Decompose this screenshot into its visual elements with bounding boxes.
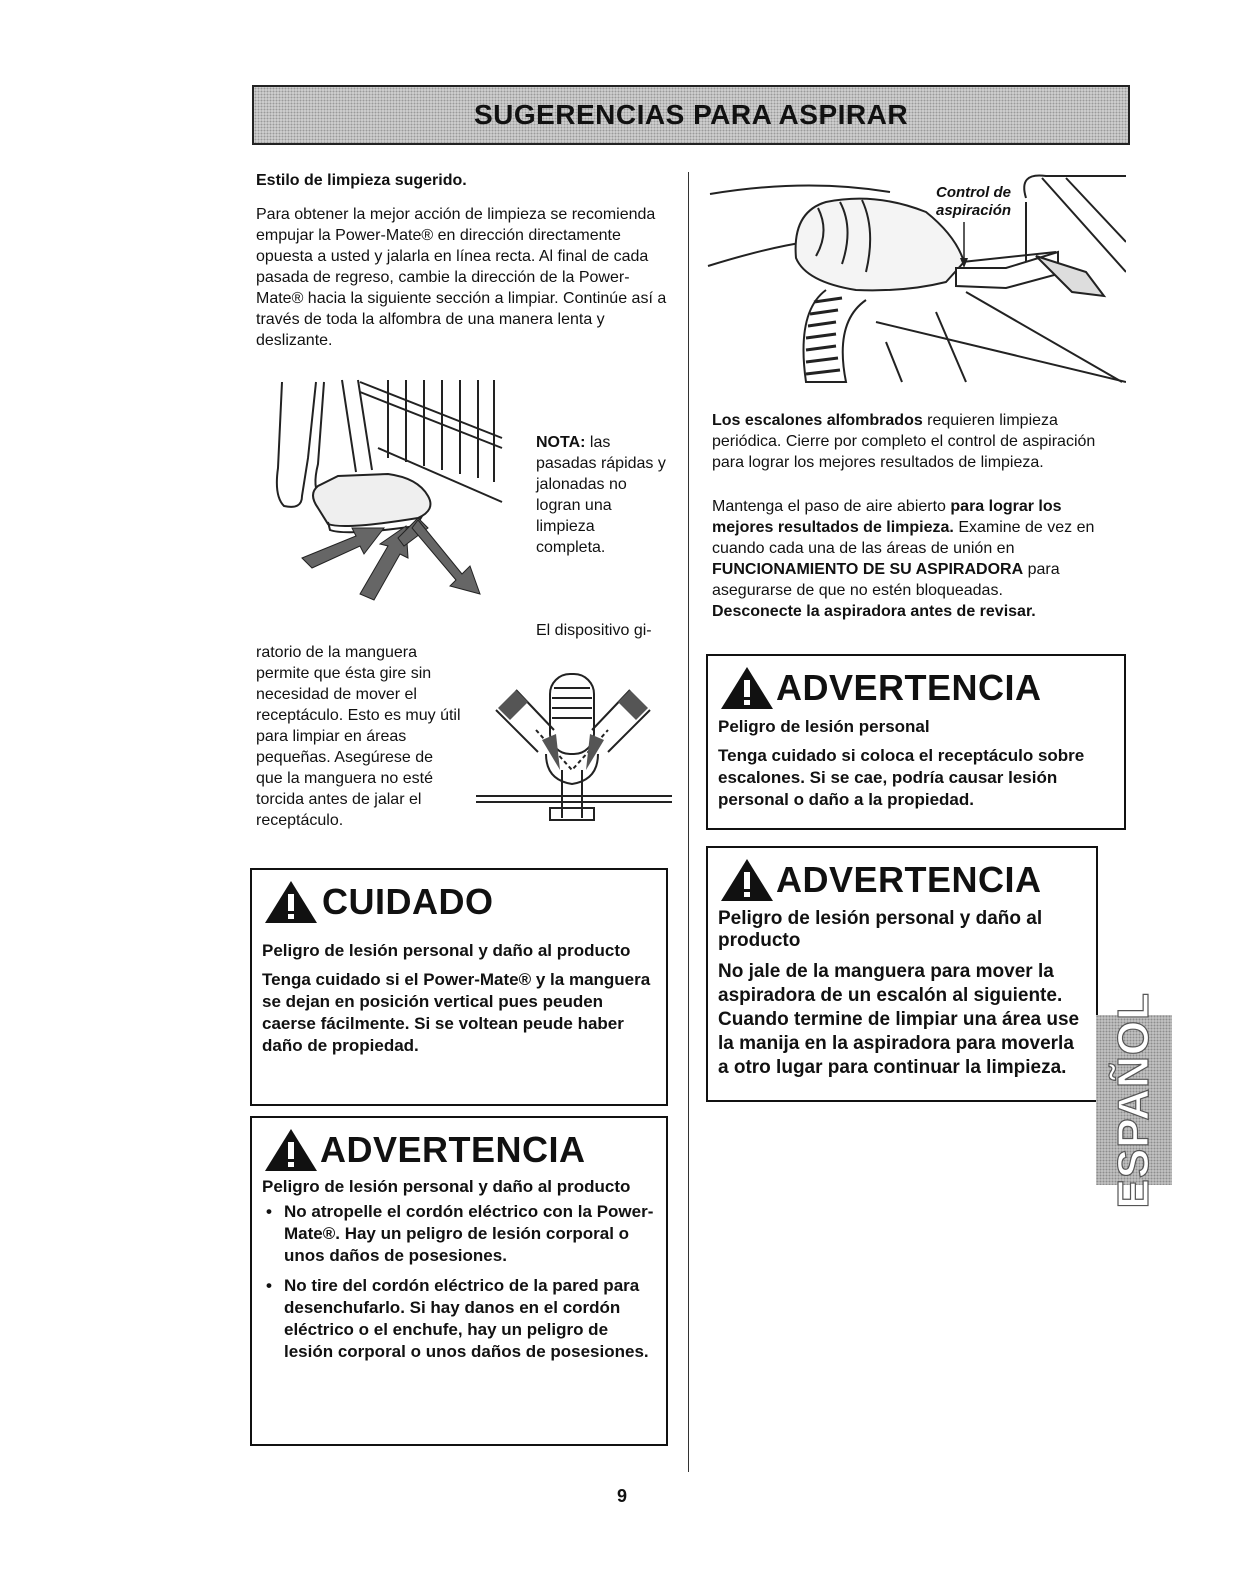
warning-cord-title: ADVERTENCIA xyxy=(320,1129,586,1170)
cleaning-style-heading: Estilo de limpieza sugerido. xyxy=(256,172,467,189)
warning-stairs-message: Tenga cuidado si coloca el receptáculo sobre escalones. Si se cae, podría causar lesión personal o daño a la propiedad. xyxy=(718,746,1085,809)
stairs-paragraph xyxy=(712,410,1122,473)
list-item: • No tire del cordón eléctrico de la pared para desenchufarlo. Si hay danos en el cordón eléctrico o el enchufe, hay un peligro de lesión corporal o unos daños de posesiones. xyxy=(262,1275,656,1363)
airflow-text-a: Mantenga el paso de aire abierto xyxy=(712,498,951,515)
stairs-bold-text: Los escalones alfombrados xyxy=(712,412,923,429)
page-number: 9 xyxy=(616,1486,627,1506)
warning-stairs-title: ADVERTENCIA xyxy=(776,667,1042,708)
section-title-bar xyxy=(252,85,1130,145)
list-item: • No atropelle el cordón eléctrico con la Power-Mate®. Hay un peligro de lesión corporal o unos daños de posesiones. xyxy=(262,1201,656,1267)
power-mate-illustration xyxy=(268,378,504,606)
warning-stairs-subtitle: Peligro de lesión personal xyxy=(718,717,930,736)
warning-triangle-icon xyxy=(718,664,776,712)
warning-box-cord xyxy=(250,1116,668,1446)
hose-swivel-illustration xyxy=(476,660,672,830)
note-paragraph xyxy=(536,432,666,558)
warning-hose-subtitle: Peligro de lesión personal y daño al producto xyxy=(718,908,1043,951)
warning-hose-header xyxy=(718,856,1086,904)
cleaning-style-paragraph: Para obtener la mejor acción de limpieza se recomienda empujar la Power-Mate® en dirección directamente opuesta a usted y jalarla en línea recta. Al final de cada pasada de regreso, cambie la dirección de la Power-Mate® hacia la siguiente sección a limpiar. Continúe así a través de toda la alfombra de una manera lenta y deslizante. xyxy=(256,206,667,349)
warning-cord-subtitle: Peligro de lesión personal y daño al producto xyxy=(262,1177,631,1196)
airflow-text-f: Desconecte la aspiradora antes de revisar. xyxy=(712,603,1036,620)
language-side-tab xyxy=(1096,991,1172,1209)
caution-header xyxy=(262,878,656,926)
caution-box xyxy=(250,868,668,1106)
warning-triangle-icon xyxy=(262,878,320,926)
caution-message: Tenga cuidado si el Power-Mate® y la manguera se dejan en posición vertical pues peuden caerse fácilmente. Si se voltean peude haber daño de propiedad. xyxy=(262,970,651,1055)
warning-hose-message: No jale de la manguera para mover la aspiradora de un escalón al siguiente. Cuando termine de limpiar una área use la manija en la aspiradora para moverla a otro lugar para continuar la limpieza. xyxy=(718,961,1080,1078)
language-tab-label: ESPAÑOL xyxy=(1109,991,1158,1209)
warning-box-stairs xyxy=(706,654,1126,830)
page-title: SUGERENCIAS PARA ASPIRAR xyxy=(473,99,909,130)
stairs-text: requieren limpieza periódica. Cierre por completo el control de aspiración para lograr los mejores resultados de limpieza. xyxy=(712,412,1096,471)
airflow-text-e: para asegurarse de que no estén bloqueadas. xyxy=(712,561,1060,599)
warning-hose-title: ADVERTENCIA xyxy=(776,859,1042,900)
warning-box-hose xyxy=(706,846,1098,1102)
swivel-text-start: El dispositivo gi- xyxy=(536,622,652,639)
warning-stairs-header xyxy=(718,664,1114,712)
caution-subtitle: Peligro de lesión personal y daño al producto xyxy=(262,941,631,960)
caution-title: CUIDADO xyxy=(322,881,494,922)
airflow-text-c: Examine de vez en cuando cada una de las áreas de unión en xyxy=(712,519,1095,557)
suction-control-illustration xyxy=(706,172,1126,390)
column-divider xyxy=(688,172,689,1472)
note-text: las pasadas rápidas y jalonadas no logran una limpieza completa. xyxy=(536,434,666,556)
warning-cord-header xyxy=(262,1126,656,1174)
warning-cord-list xyxy=(262,1201,656,1363)
warning-triangle-icon xyxy=(718,856,776,904)
airflow-text-d: FUNCIONAMIENTO DE SU ASPIRADORA xyxy=(712,561,1024,578)
swivel-text-body: ratorio de la manguera permite que ésta gire sin necesidad de mover el receptáculo. Esto es muy útil para limpiar en áreas pequeñas. Asegúrese de que la manguera no esté torcida antes de jalar el receptáculo. xyxy=(256,644,461,829)
airflow-text-b: para lograr los mejores resultados de limpieza. xyxy=(712,498,1062,536)
note-label: NOTA: xyxy=(536,434,586,451)
warning-triangle-icon xyxy=(262,1126,320,1174)
suction-control-label: Control de aspiración xyxy=(936,184,1012,219)
airflow-paragraph xyxy=(712,496,1122,622)
